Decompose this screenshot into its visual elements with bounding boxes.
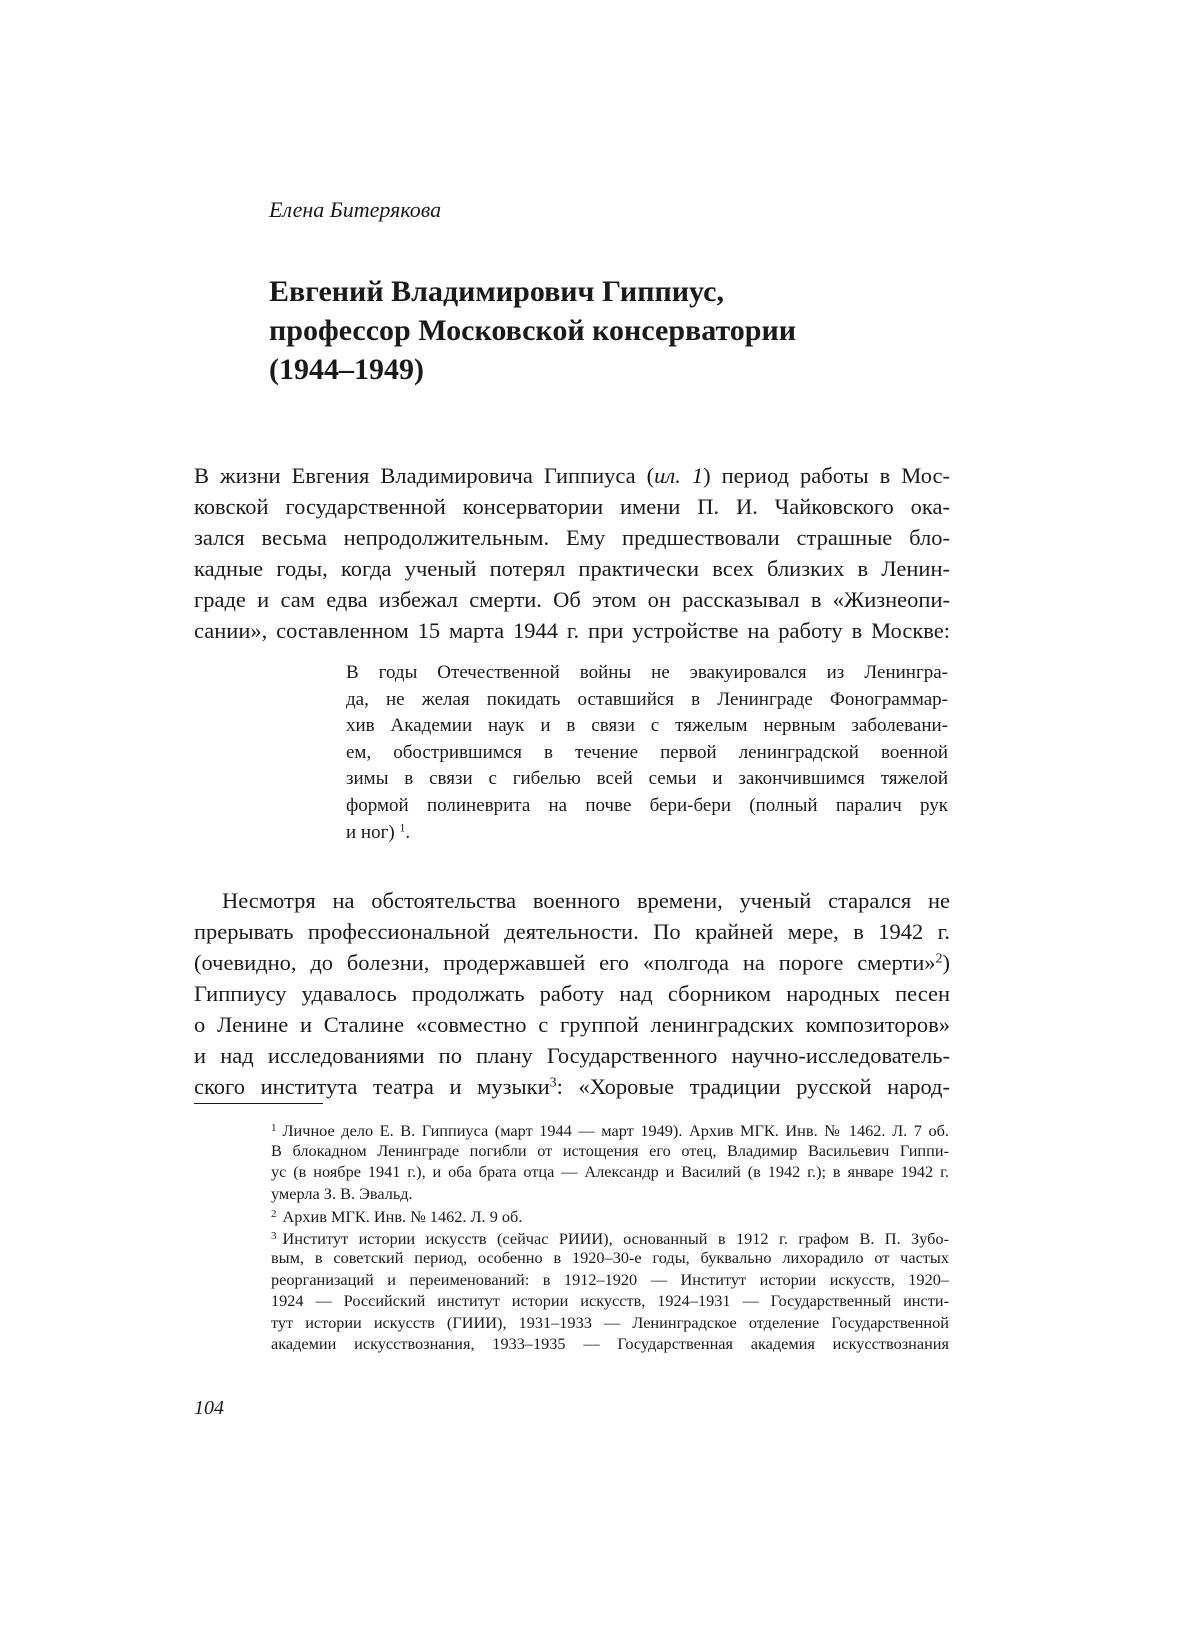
page-number: 104: [194, 1397, 224, 1419]
text-line: и над исследованиями по плану Государственного научно-исследователь-: [194, 1043, 950, 1068]
quote-line: формой полиневрита на почве бери-бери (полный паралич рук: [346, 794, 948, 816]
footnote-number: 2: [271, 1208, 277, 1220]
text-line: (очевидно, до болезни, продержавшей его «полгода на пороге смерти»$^2$): [194, 950, 950, 975]
quote-line: зимы в связи с гибелью всей семьи и закончившимся тяжелой: [346, 768, 948, 790]
footnote-number: 3: [271, 1229, 277, 1242]
text-line: ского института театра и музыки$^3$: «Хоровые традиции русской народ-: [194, 1074, 950, 1099]
footnote-line: реорганизаций и переименований: в 1912–1920 — Институт истории искусств, 1920–: [271, 1269, 949, 1289]
text-line: кадные годы, когда ученый потерял практически всех близких в Ленин-: [194, 556, 950, 581]
text-line: сании», составленном 15 марта 1944 г. при устройстве на работу в Москве:: [194, 618, 950, 643]
footnote-line: $^1$ Личное дело Е. В. Гиппиуса (март 1944 — март 1949). Архив МГК. Инв. № 1462. Л. 7 об.: [271, 1121, 949, 1140]
text-line: В жизни Евгения Владимировича Гиппиуса (ил. 1) период работы в Мос-: [194, 463, 951, 488]
title-line: (1944–1949): [269, 353, 424, 386]
quote-line: В годы Отечественной войны не эвакуировался из Ленингра-: [346, 662, 948, 683]
footnote-line: академии искусствознания, 1933–1935 — Государственная академия искусствознания: [271, 1334, 949, 1353]
quote-line: да, не желая покидать оставшийся в Ленинграде Фонограммар-: [346, 688, 948, 710]
title-line: Евгений Владимирович Гиппиус,: [269, 275, 724, 308]
text-line: Несмотря на обстоятельства военного времени, ученый старался не: [222, 888, 950, 913]
title-line: профессор Московской консерватории: [269, 314, 797, 347]
footnote-line: 1924 — Российский институт истории искусств, 1924–1931 — Государственный инсти-: [271, 1291, 949, 1310]
footnotes: [271, 1118, 949, 1355]
paragraph-wartime: [194, 885, 950, 1102]
text-line: Гиппиусу удавалось продолжать работу над сборником народных песен: [194, 981, 950, 1006]
footnote-line: ус (в ноябре 1941 г.), и оба брата отца — Александр и Василий (в 1942 г.); в январе 1942 г.: [271, 1162, 949, 1181]
text-line: о Ленине и Сталине «совместно с группой ленинградских композиторов»: [194, 1012, 950, 1037]
footnote-line: вым, в советский период, особенно в 1920–30-е годы, буквально лихорадило от частых: [271, 1248, 949, 1267]
footnote-marker: 1: [399, 821, 406, 835]
footnote-line: $^3$ Институт истории искусств (сейчас РИИИ), основанный в 1912 г. графом В. П. Зубо-: [271, 1228, 949, 1248]
footnote-marker: 3: [549, 1075, 557, 1091]
illustration-reference: ил. 1: [654, 463, 704, 488]
paragraph-intro: [194, 460, 950, 646]
footnote-separator: [194, 1103, 323, 1104]
footnote-line: В блокадном Ленинграде погибли от истощения его отец, Владимир Васильевич Гиппи-: [271, 1140, 949, 1160]
footnote-line: тут истории искусств (ГИИИ), 1931–1933 — Ленинградское отделение Государственной: [271, 1312, 949, 1332]
footnote-line: умерла З. В. Эвальд.: [271, 1183, 413, 1203]
text-line: прерывать профессиональной деятельности. По крайней мере, в 1942 г.: [194, 919, 950, 944]
author-name: Елена Битерякова: [269, 197, 442, 222]
quote-line: хив Академии наук и в связи с тяжелым нервным заболевани-: [346, 715, 948, 737]
text-line: ковской государственной консерватории имени П. И. Чайковского ока-: [194, 494, 950, 519]
text-line: зался весьма непродолжительным. Ему предшествовали страшные бло-: [194, 525, 950, 550]
footnote-marker: 2: [935, 951, 943, 967]
article-title: [269, 272, 1029, 389]
footnote-line: $^2$ Архив МГК. Инв. № 1462. Л. 9 об.: [271, 1207, 523, 1226]
quote-line: и ног) $^1$.: [346, 821, 411, 843]
quote-line: ем, обострившимся в течение первой ленинградской военной: [346, 741, 948, 763]
footnote-number: 1: [271, 1122, 277, 1134]
block-quote: [346, 660, 948, 846]
text-line: граде и сам едва избежал смерти. Об этом он рассказывал в «Жизнеопи-: [194, 587, 950, 612]
